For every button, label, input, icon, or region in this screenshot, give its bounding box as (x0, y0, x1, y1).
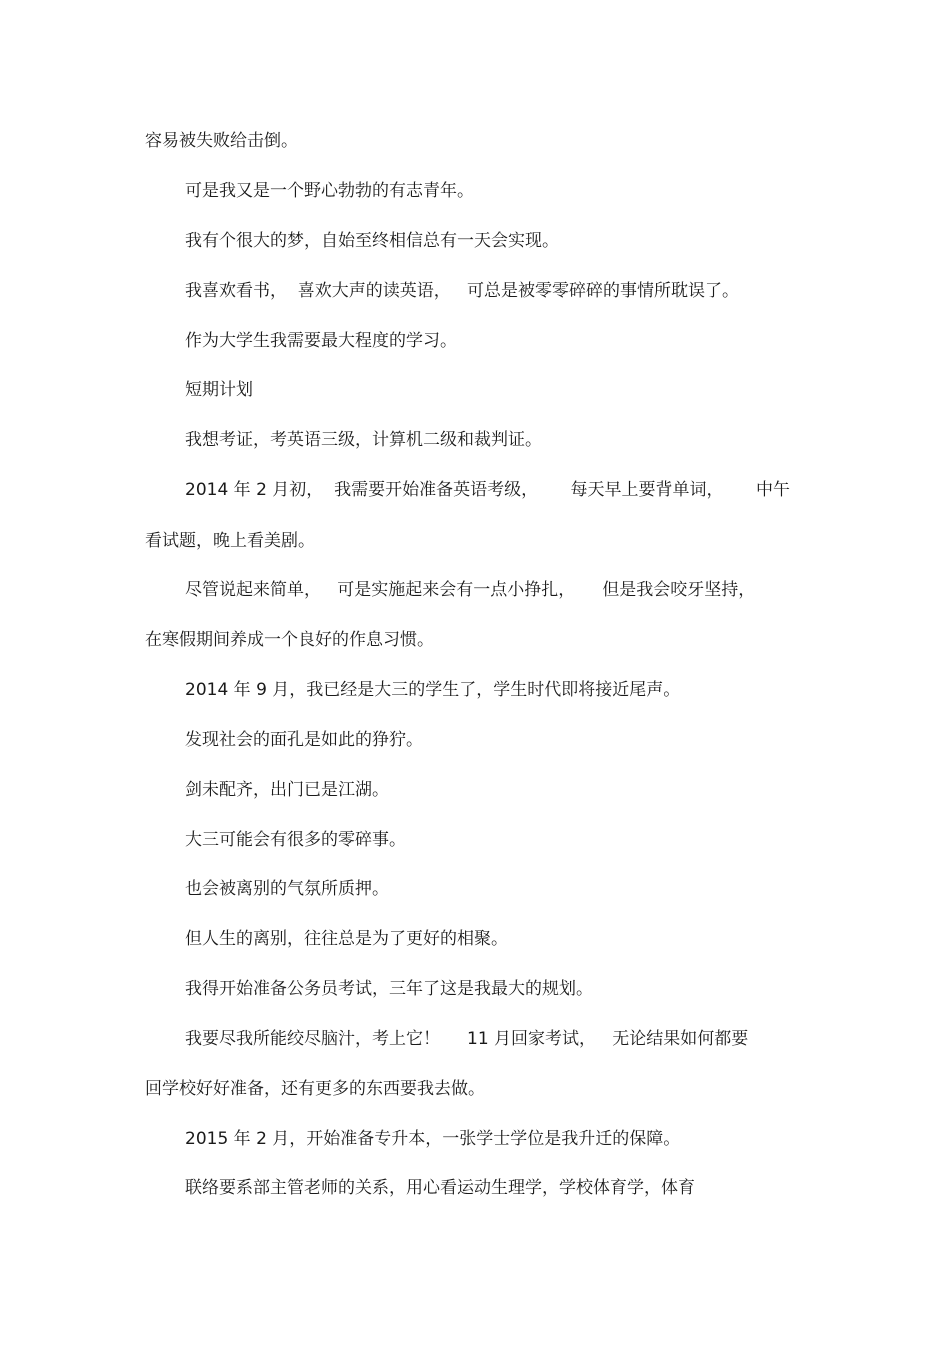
section-heading: 短期计划 (185, 380, 253, 400)
text-line: 我要尽我所能绞尽脑汁，考上它！ 11 月回家考试， 无论结果如何都要 (185, 1029, 749, 1049)
text-line: 2014 年 9 月，我已经是大三的学生了，学生时代即将接近尾声。 (185, 680, 681, 700)
text-line: 可是我又是一个野心勃勃的有志青年。 (185, 181, 474, 201)
text-line: 我喜欢看书， 喜欢大声的读英语， 可总是被零零碎碎的事情所耽误了。 (185, 281, 740, 301)
text-line: 2014 年 2 月初， 我需要开始准备英语考级， 每天早上要背单词， 中午 (185, 480, 790, 500)
text-line: 我得开始准备公务员考试，三年了这是我最大的规划。 (185, 979, 593, 999)
text-line: 我有个很大的梦，自始至终相信总有一天会实现。 (185, 231, 559, 251)
text-line: 发现社会的面孔是如此的狰狞。 (185, 730, 423, 750)
text-line: 在寒假期间养成一个良好的作息习惯。 (145, 630, 434, 650)
text-line: 剑未配齐，出门已是江湖。 (185, 780, 389, 800)
text-line: 看试题，晚上看美剧。 (145, 531, 315, 551)
text-line: 大三可能会有很多的零碎事。 (185, 830, 406, 850)
text-line: 尽管说起来简单， 可是实施起来会有一点小挣扎， 但是我会咬牙坚持， (185, 580, 756, 600)
text-line: 2015 年 2 月，开始准备专升本，一张学士学位是我升迁的保障。 (185, 1129, 681, 1149)
text-line: 作为大学生我需要最大程度的学习。 (185, 331, 457, 351)
text-line: 容易被失败给击倒。 (145, 131, 298, 151)
text-line: 回学校好好准备，还有更多的东西要我去做。 (145, 1079, 485, 1099)
text-line: 也会被离别的气氛所质押。 (185, 879, 389, 899)
text-line: 联络要系部主管老师的关系，用心看运动生理学，学校体育学，体育 (185, 1178, 695, 1198)
text-line: 但人生的离别，往往总是为了更好的相聚。 (185, 929, 508, 949)
text-line: 我想考证，考英语三级，计算机二级和裁判证。 (185, 430, 542, 450)
